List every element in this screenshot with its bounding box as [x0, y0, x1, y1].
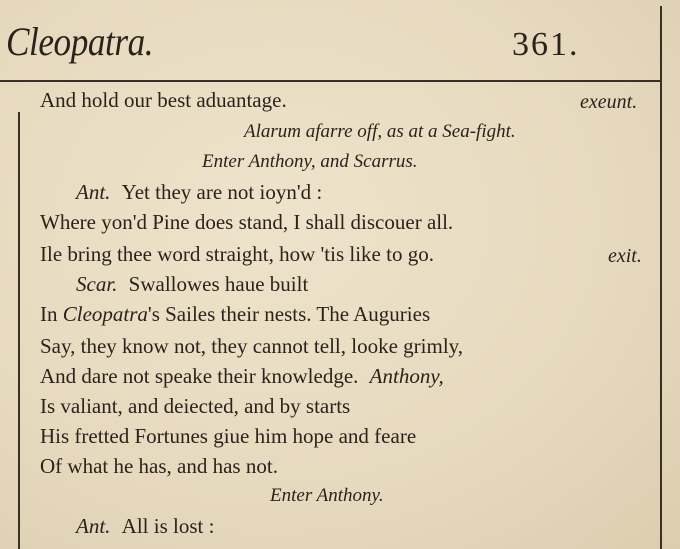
stage-direction-exit: exit.: [608, 245, 642, 267]
text-line-13: Of what he has, and has not.: [40, 454, 278, 478]
text-line-9: Say, they know not, they cannot tell, looke grimly,: [40, 334, 464, 358]
text-line-6: Ile bring thee word straight, how 'tis like to go.: [40, 242, 434, 266]
line-text: Yet they are not ioyn'd :: [121, 180, 323, 204]
line-text: In: [40, 302, 58, 326]
top-rule: [0, 80, 662, 82]
text-line-5: Where yon'd Pine does stand, I shall discouer all.: [40, 210, 454, 234]
text-line-15: [76, 516, 214, 537]
line-text: And dare not speake their knowledge.: [40, 364, 359, 388]
speaker-scar: Scar.: [76, 272, 118, 296]
text-line-7: [76, 274, 308, 295]
speaker-ant: Ant.: [76, 180, 111, 204]
page-number: 361.: [512, 26, 580, 63]
text-line-12: His fretted Fortunes giue him hope and feare: [40, 424, 417, 448]
stage-direction-enter-anthony-scarrus: Enter Anthony, and Scarrus.: [202, 151, 418, 172]
column-rule-left: [18, 112, 20, 549]
stage-direction-enter-anthony: Enter Anthony.: [270, 485, 384, 506]
line-text: All is lost :: [121, 514, 215, 538]
text-line-10: [40, 366, 444, 387]
text-line-8: [40, 304, 430, 325]
running-title: Cleopatra.: [6, 19, 154, 64]
text-line-4: [76, 182, 322, 203]
name-anthony: Anthony,: [369, 364, 444, 388]
stage-direction-exeunt: exeunt.: [580, 91, 638, 113]
column-rule-right: [660, 6, 662, 549]
line-text: 's Sailes their nests. The Auguries: [147, 302, 431, 326]
name-cleopatra: Cleopatra: [62, 302, 148, 326]
text-line-11: Is valiant, and deiected, and by starts: [40, 394, 351, 418]
speaker-ant: Ant.: [76, 514, 111, 538]
line-text: Swallowes haue built: [128, 272, 309, 296]
stage-direction-alarum: Alarum afarre off, as at a Sea-fight.: [244, 121, 516, 142]
text-line-1: And hold our best aduantage.: [40, 88, 287, 112]
